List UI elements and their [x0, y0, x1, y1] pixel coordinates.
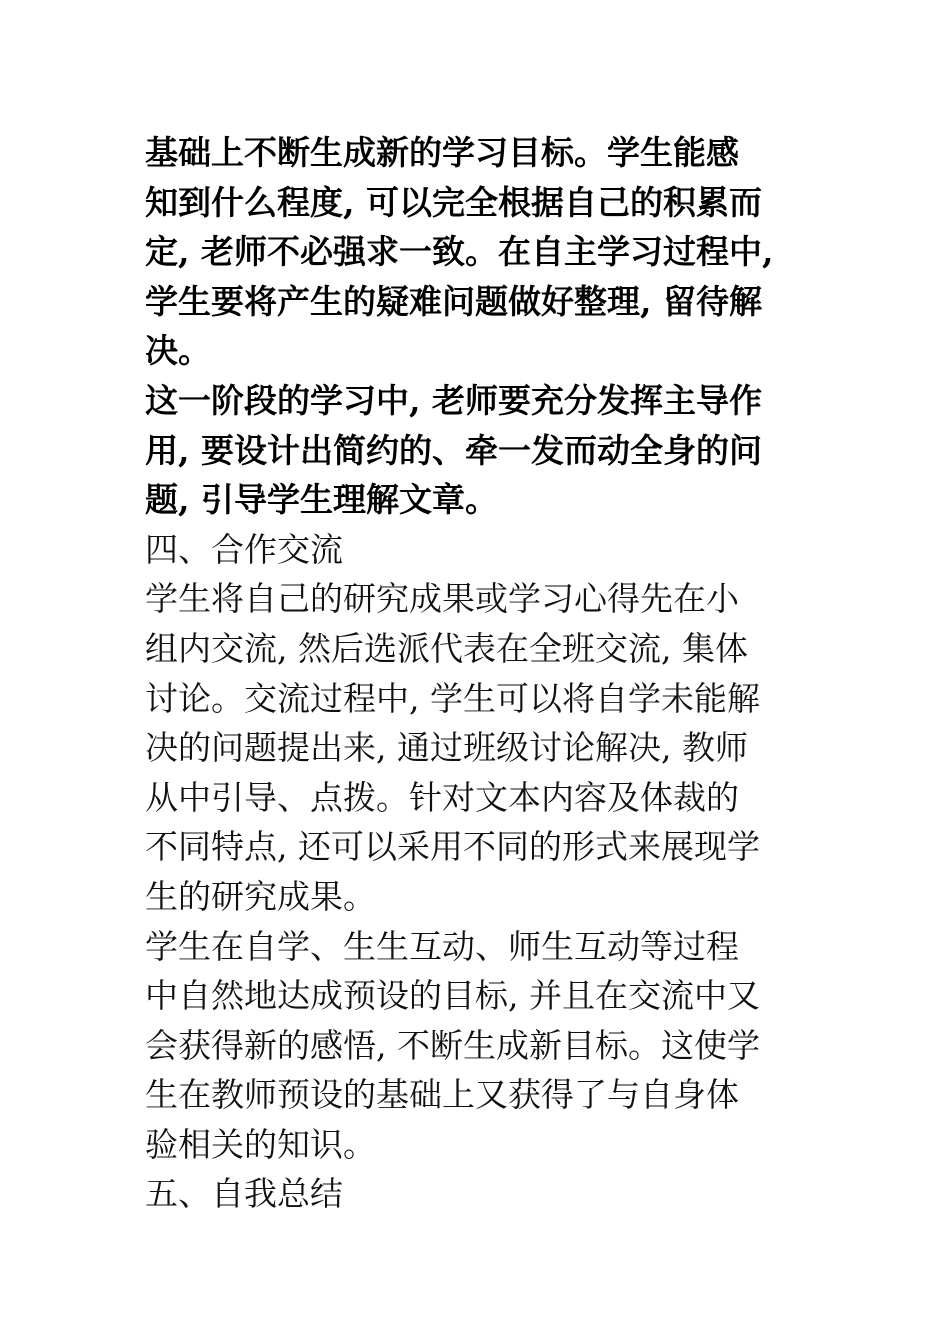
- text-line: 决的问题提出来, 通过班级讨论解决, 教师: [145, 728, 748, 768]
- text-line: 学生将自己的研究成果或学习心得先在小: [145, 579, 739, 619]
- text-line: 中自然地达成预设的目标, 并且在交流中又: [145, 976, 760, 1016]
- text-line: 从中引导、点拨。针对文本内容及体裁的: [145, 777, 739, 817]
- text-line: 知到什么程度, 可以完全根据自己的积累而: [145, 182, 762, 222]
- text-line: 决。: [145, 331, 211, 371]
- paragraph-teacher-role: [145, 376, 810, 525]
- text-line: 组内交流, 然后选派代表在全班交流, 集体: [145, 628, 748, 668]
- text-line: 验相关的知识。: [145, 1124, 376, 1164]
- text-line: 这一阶段的学习中, 老师要充分发挥主导作: [145, 380, 762, 420]
- text-line: 学生在自学、生生互动、师生互动等过程: [145, 926, 739, 966]
- heading-text: 四、合作交流: [145, 529, 343, 569]
- text-line: 题, 引导学生理解文章。: [145, 480, 498, 520]
- text-line: 会获得新的感悟, 不断生成新目标。这使学: [145, 1025, 760, 1065]
- text-line: 学生要将产生的疑难问题做好整理, 留待解: [145, 281, 762, 321]
- paragraph-cooperation-exchange: [145, 574, 810, 921]
- section-heading-self-summary: [145, 1169, 810, 1219]
- text-line: 讨论。交流过程中, 学生可以将自学未能解: [145, 678, 760, 718]
- document-body: [145, 128, 810, 1219]
- section-heading-cooperation: [145, 525, 810, 575]
- text-line: 不同特点, 还可以采用不同的形式来展现学: [145, 827, 760, 867]
- paragraph-goal-generation: [145, 922, 810, 1170]
- heading-text: 五、自我总结: [145, 1174, 343, 1214]
- text-line: 生在教师预设的基础上又获得了与自身体: [145, 1075, 739, 1115]
- text-line: 生的研究成果。: [145, 876, 376, 916]
- text-line: 定, 老师不必强求一致。在自主学习过程中,: [145, 232, 774, 272]
- text-line: 用, 要设计出简约的、牵一发而动全身的问: [145, 430, 762, 470]
- paragraph-self-study-end: [145, 128, 810, 376]
- text-line: 基础上不断生成新的学习目标。学生能感: [145, 133, 739, 172]
